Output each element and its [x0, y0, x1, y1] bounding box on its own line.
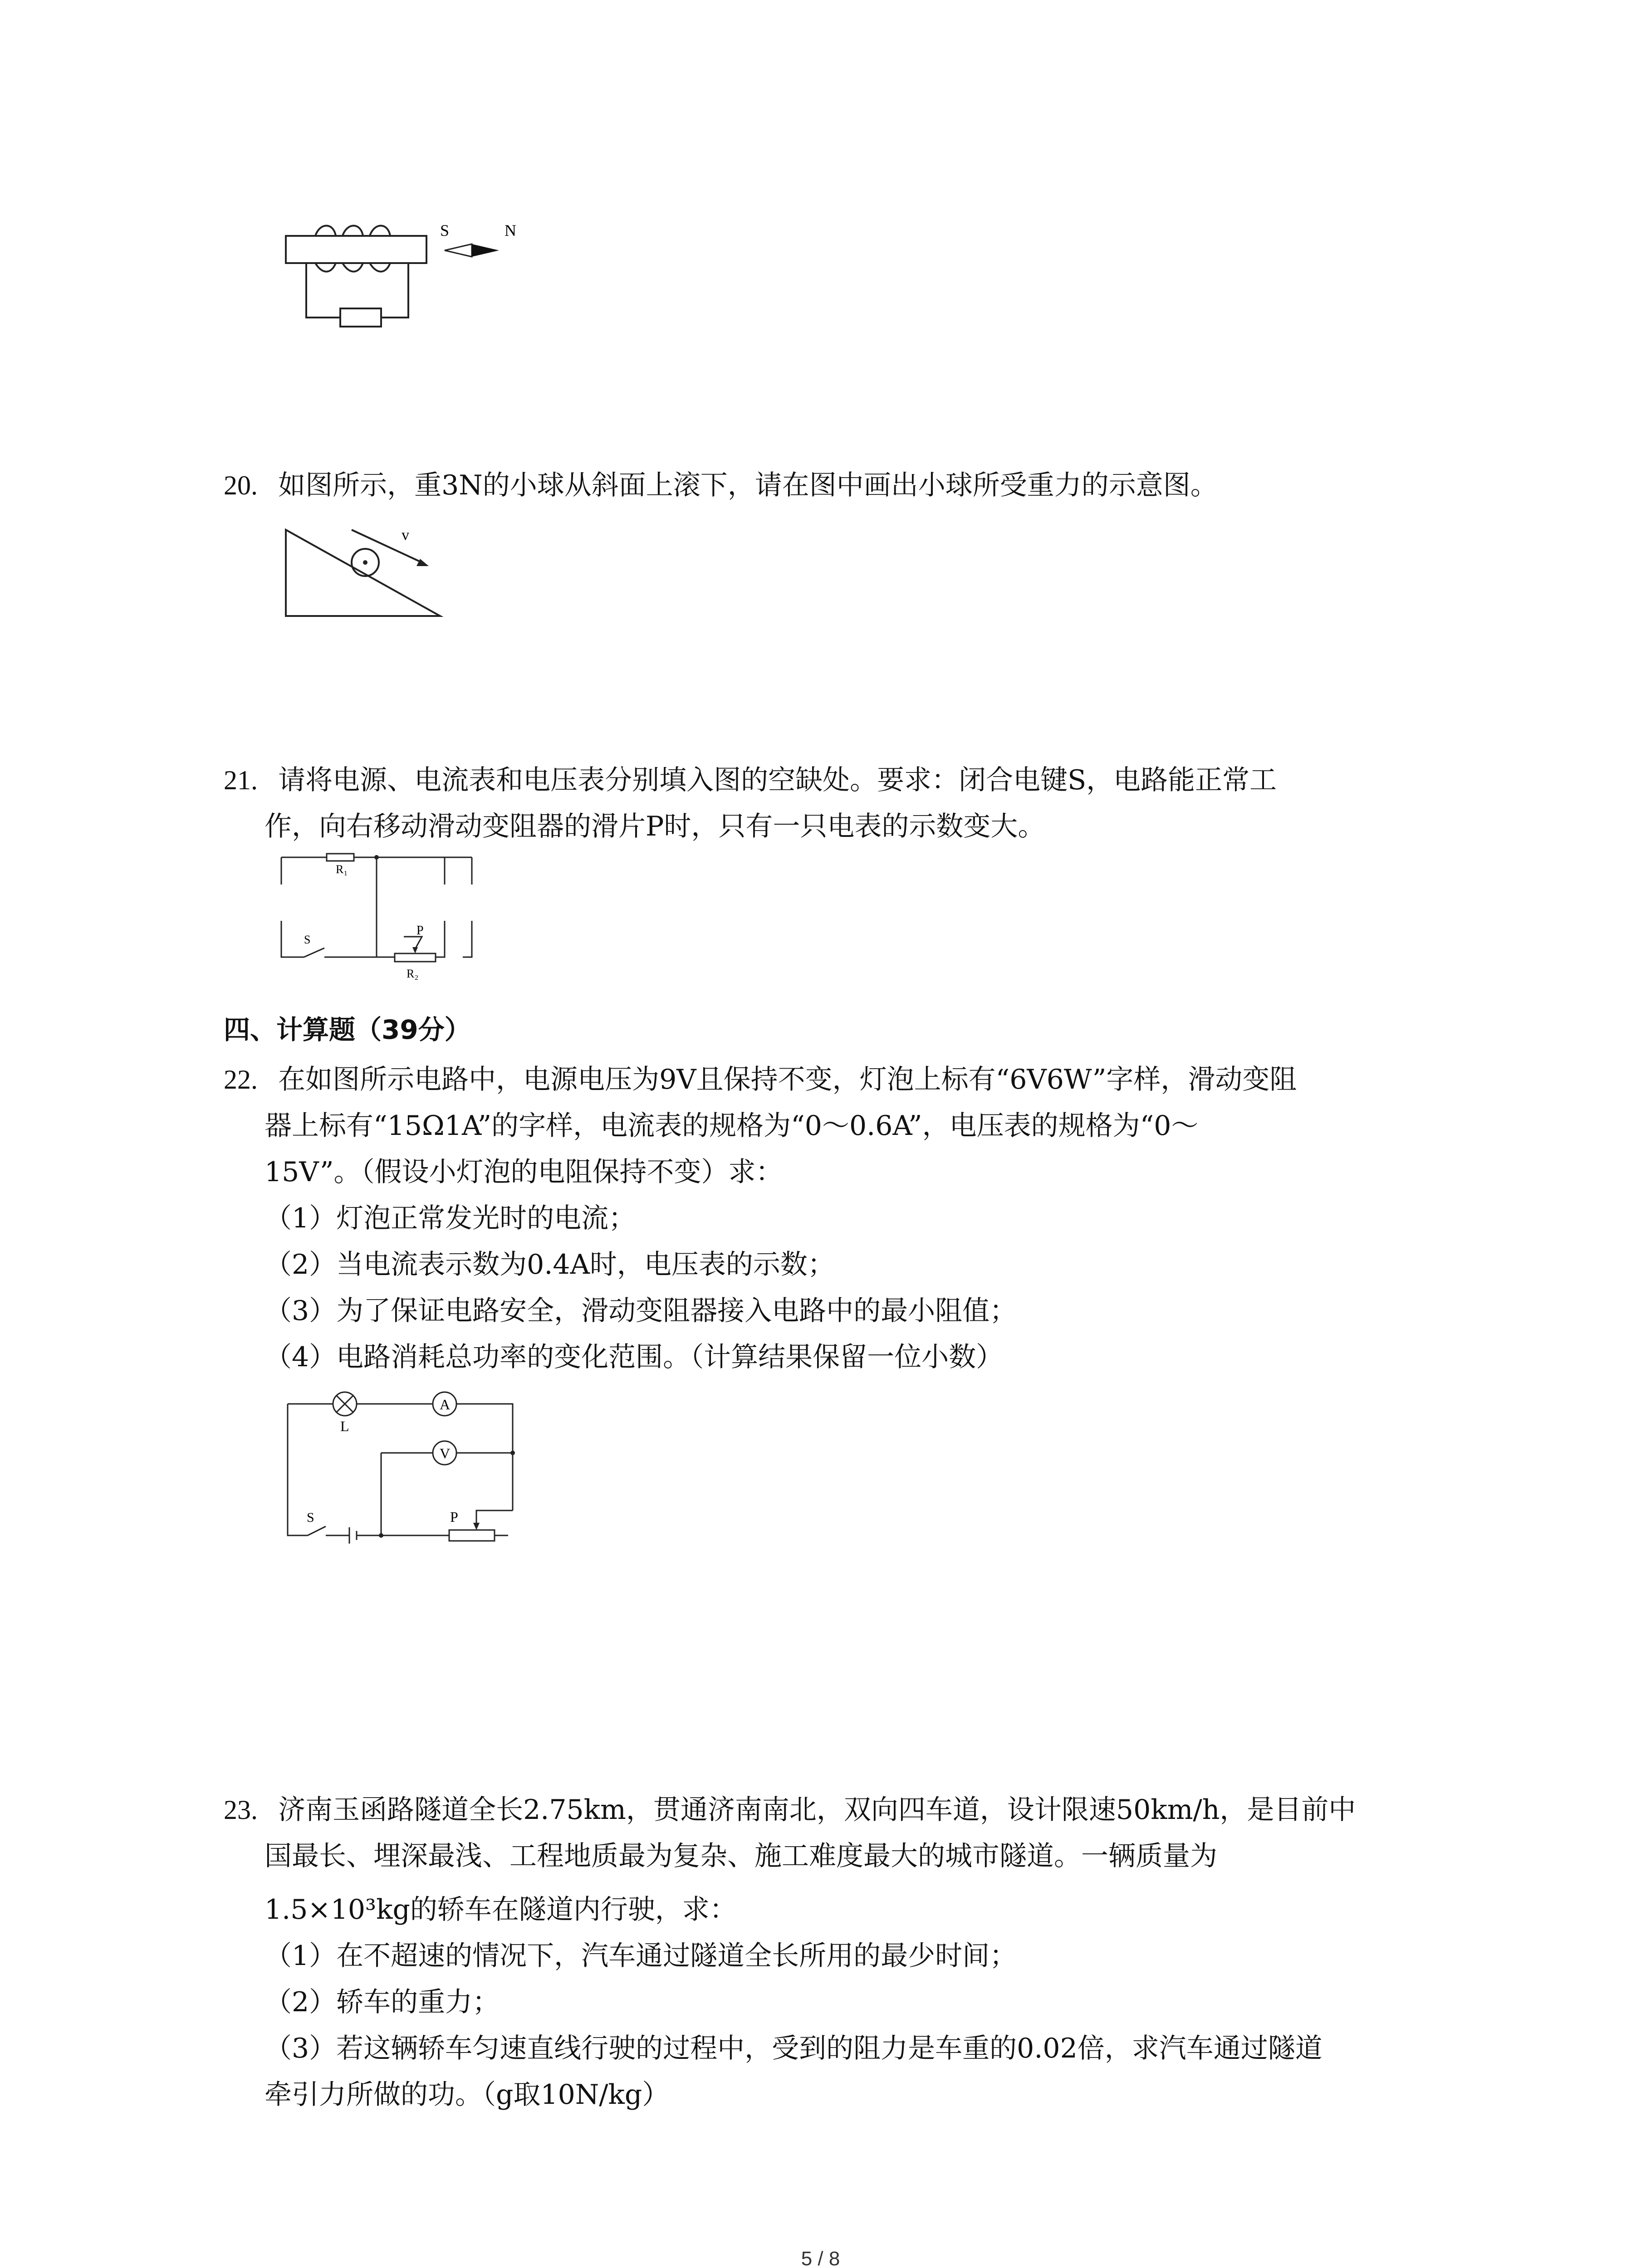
- incline-figure: [272, 517, 454, 626]
- rheostat-r2: [395, 953, 436, 962]
- q23-sub-1: （1）在不超速的情况下，汽车通过隧道全长所用的最少时间；: [265, 1940, 1017, 1972]
- left-wire: [288, 1404, 308, 1535]
- q22-sub-4: （4）电路消耗总功率的变化范围。（计算结果保留一位小数）: [265, 1341, 1004, 1373]
- label-r2: R₂: [407, 967, 419, 980]
- label-l: L: [340, 1418, 349, 1434]
- solenoid-core: [286, 236, 426, 263]
- q22-sub-2: （2）当电流表示数为0.4A时，电压表的示数；: [265, 1249, 835, 1281]
- label-v: V: [440, 1445, 451, 1461]
- junction: [374, 855, 379, 860]
- slider-lead: [476, 1510, 513, 1525]
- q22-sub-1: （1）灯泡正常发光时的电流；: [265, 1202, 636, 1234]
- question-text: 请将电源、电流表和电压表分别填入图的空缺处。要求：闭合电键S，电路能正常工: [278, 764, 1277, 796]
- circuit-21-figure: [272, 853, 481, 989]
- resistor: [340, 308, 381, 327]
- q23-sub-2: （2）轿车的重力；: [265, 1986, 500, 2018]
- q22-line-3: 15V”。（假设小灯泡的电阻保持不变）求：: [265, 1156, 783, 1188]
- q23-sub-3-cont: 牵引力所做的功。（g取10N/kg）: [265, 2079, 670, 2111]
- rheostat: [449, 1530, 495, 1541]
- q20-line-1: [224, 467, 1218, 503]
- label-s: S: [307, 1510, 314, 1525]
- switch-s: [308, 1526, 326, 1535]
- label-v: v: [402, 527, 409, 543]
- needle-s-half: [445, 244, 472, 257]
- solenoid-coil-back: [315, 263, 390, 272]
- rheostat-wire: [436, 857, 445, 957]
- q21-line-1: [224, 762, 1277, 798]
- q23-line-1: [224, 1792, 1356, 1828]
- battery: [349, 1527, 357, 1544]
- incline: [286, 530, 440, 616]
- label-p: P: [450, 1509, 458, 1525]
- q23-line-3: 1.5×10³kg的轿车在隧道内行驶，求：: [265, 1894, 737, 1926]
- page-number: 5 / 8: [801, 2248, 840, 2268]
- q21-line-2: 作，向右移动滑动变阻器的滑片P时，只有一只电表的示数变大。: [265, 811, 1045, 842]
- solenoid-coil: [315, 226, 390, 236]
- label-r1: R₁: [336, 863, 348, 876]
- label-s: S: [304, 933, 311, 946]
- question-number: 22.: [224, 1065, 258, 1095]
- right-wire: [463, 857, 472, 957]
- switch-s: [304, 948, 324, 957]
- left-wire: [281, 857, 304, 957]
- slider-arrow: [473, 1523, 480, 1530]
- question-text: 如图所示，重3N的小球从斜面上滚下，请在图中画出小球所受重力的示意图。: [278, 469, 1218, 501]
- slider-lead: [404, 937, 422, 949]
- solenoid-figure: [272, 213, 526, 340]
- slider-arrow: [412, 947, 418, 953]
- q22-line-1: [224, 1061, 1297, 1098]
- q23-sub-3: （3）若这辆轿车匀速直线行驶的过程中，受到的阻力是车重的0.02倍，求汽车通过隧道: [265, 2033, 1323, 2064]
- circuit-22-figure: [281, 1386, 535, 1554]
- question-number: 20.: [224, 470, 258, 500]
- section-heading: 四、计算题（39分）: [224, 1014, 471, 1045]
- top-loop: [288, 1404, 513, 1510]
- junction-1: [379, 1533, 383, 1538]
- q23-line-2: 国最长、埋深最浅、工程地质最为复杂、施工难度最大的城市隧道。一辆质量为: [265, 1840, 1217, 1872]
- needle-n-half: [472, 244, 499, 257]
- ball-center: [363, 560, 367, 565]
- question-number: 21.: [224, 765, 258, 795]
- q22-sub-3: （3）为了保证电路安全，滑动变阻器接入电路中的最小阻值；: [265, 1295, 1017, 1327]
- question-number: 23.: [224, 1795, 258, 1825]
- label-n: N: [505, 221, 516, 240]
- q22-line-2: 器上标有“15Ω1A”的字样，电流表的规格为“0～0.6A”，电压表的规格为“0～: [265, 1110, 1199, 1142]
- junction-2: [510, 1451, 515, 1455]
- velocity-arrow: [352, 530, 422, 562]
- label-s: S: [440, 221, 450, 240]
- label-a: A: [440, 1396, 451, 1413]
- question-text: 在如图所示电路中，电源电压为9V且保持不变，灯泡上标有“6V6W”字样，滑动变阻: [278, 1064, 1297, 1095]
- label-p: P: [416, 924, 424, 938]
- resistor-r1: [327, 854, 354, 861]
- question-text: 济南玉函路隧道全长2.75km，贯通济南南北，双向四车道，设计限速50km/h，是目前中: [278, 1794, 1356, 1826]
